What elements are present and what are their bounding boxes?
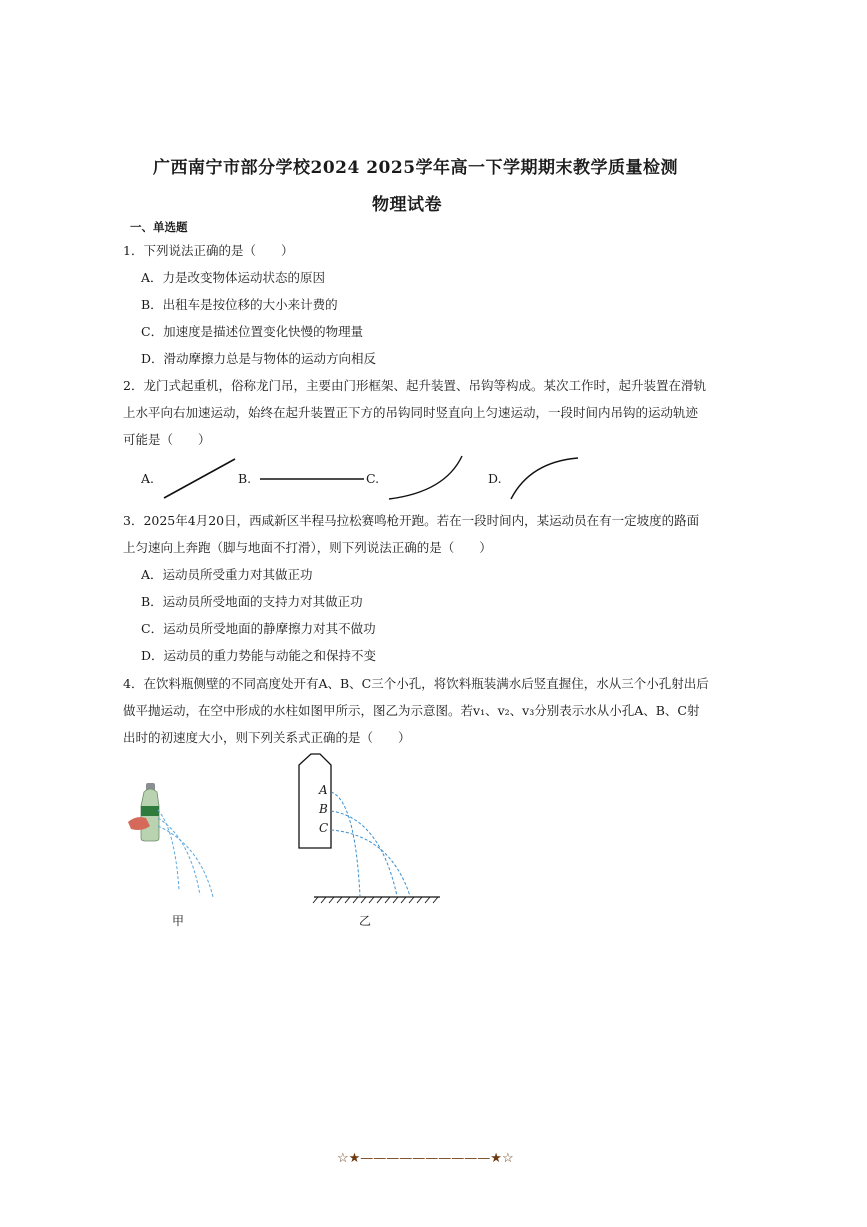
q1-option-c: C．加速度是描述位置变化快慢的物理量 (141, 324, 364, 339)
q3-line-1: 3．2025年4月20日，西咸新区半程马拉松赛鸣枪开跑。若在一段时间内，某运动员在有一定坡度的路面 (123, 513, 700, 528)
page-title: 广西南宁市部分学校2024 2025学年高一下学期期末教学质量检测 (153, 158, 679, 178)
water-stream-a (331, 792, 360, 896)
q1-option-d: D．滑动摩擦力总是与物体的运动方向相反 (141, 351, 377, 366)
q3-option-b: B．运动员所受地面的支持力对其做正功 (141, 594, 363, 609)
water-stream-b (331, 811, 397, 896)
q2-option-d-label: D. (488, 471, 502, 486)
hole-label-a: A (319, 783, 328, 797)
q2-line-3: 可能是（ ） (123, 432, 211, 447)
q2-option-b-label: B. (238, 471, 252, 486)
q2-option-c-label: C. (366, 471, 380, 486)
hole-label-c: C (319, 821, 329, 835)
figure-yi-caption: 乙 (359, 914, 372, 928)
q3-option-a: A．运动员所受重力对其做正功 (141, 567, 313, 582)
hole-label-b: B (319, 802, 328, 816)
q4-line-2: 做平抛运动，在空中形成的水柱如图甲所示，图乙为示意图。若v₁、v₂、v₃分别表示水从小孔A、B、C射 (123, 703, 700, 718)
q3-option-d: D．运动员的重力势能与动能之和保持不变 (141, 648, 377, 663)
q1-option-a: A．力是改变物体运动状态的原因 (141, 270, 326, 285)
q2-line-2: 上水平向右加速运动，始终在起升装置正下方的吊钩同时竖直向上匀速运动，一段时间内吊钩的运动轨迹 (123, 405, 699, 420)
q1-stem: 1．下列说法正确的是（ ） (123, 243, 294, 258)
water-stream-c (331, 830, 410, 896)
section-heading: 一、单选题 (130, 220, 188, 234)
figure-jia-caption: 甲 (172, 914, 185, 928)
q1-option-b: B．出租车是按位移的大小来计费的 (141, 297, 338, 312)
ground-hatching (313, 897, 438, 903)
q2-line-1: 2．龙门式起重机，俗称龙门吊，主要由门形框架、起升装置、吊钩等构成。某次工作时，起升装置在滑轨 (123, 378, 706, 393)
q4-line-1: 4．在饮料瓶侧壁的不同高度处开有A、B、C三个小孔，将饮料瓶装满水后竖直握住，水从三个小孔射出后 (123, 676, 709, 691)
page-subtitle: 物理试卷 (372, 195, 442, 215)
q3-line-2: 上匀速向上奔跑（脚与地面不打滑），则下列说法正确的是（ ） (123, 540, 492, 555)
q2-option-a-label: A. (141, 471, 155, 486)
q4-line-3: 出时的初速度大小，则下列关系式正确的是（ ） (123, 730, 411, 745)
q3-option-c: C．运动员所受地面的静摩擦力对其不做功 (141, 621, 376, 636)
footer-decoration: ☆★——————————★☆ (337, 1151, 514, 1166)
